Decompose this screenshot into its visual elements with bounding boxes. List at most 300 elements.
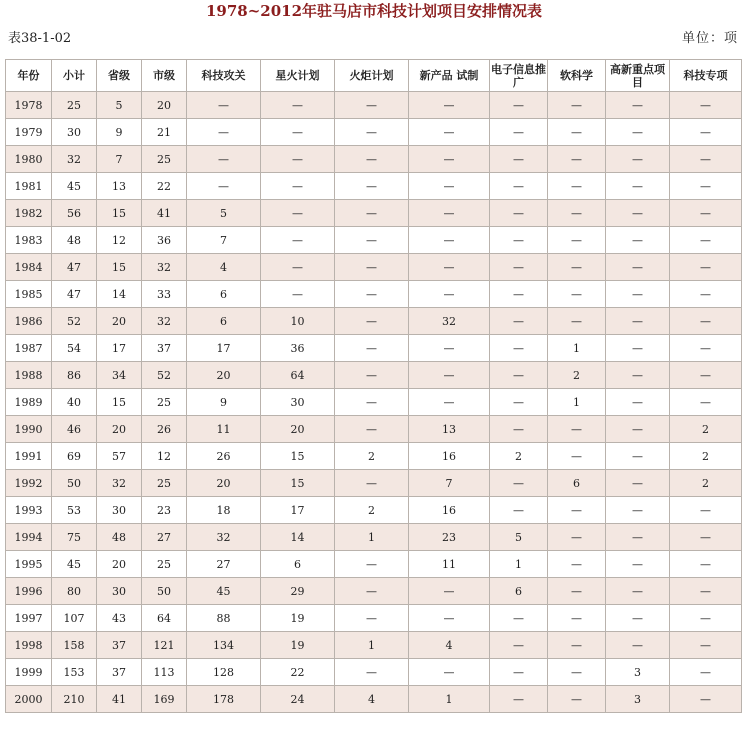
- table-cell: —: [548, 686, 606, 713]
- table-cell: —: [606, 389, 670, 416]
- table-row: [6, 605, 742, 632]
- table-cell: 6: [187, 281, 261, 308]
- table-row: [6, 362, 742, 389]
- table-cell: 50: [142, 578, 187, 605]
- table-cell: 210: [52, 686, 97, 713]
- table-cell: 30: [97, 497, 142, 524]
- year-cell: 1979: [6, 119, 52, 146]
- col-header-new-product: 新产品 试制: [409, 60, 490, 92]
- col-header-soft-science: 软科学: [548, 60, 606, 92]
- table-cell: 107: [52, 605, 97, 632]
- table-cell: —: [187, 119, 261, 146]
- table-cell: 113: [142, 659, 187, 686]
- year-cell: 1988: [6, 362, 52, 389]
- table-cell: 29: [261, 578, 335, 605]
- table-cell: 22: [142, 173, 187, 200]
- table-cell: —: [490, 308, 548, 335]
- table-cell: —: [670, 200, 742, 227]
- table-row: [6, 416, 742, 443]
- table-cell: —: [490, 362, 548, 389]
- table-id: 表38-1-02: [8, 31, 72, 46]
- table-cell: 5: [187, 200, 261, 227]
- col-header-torch-program: 火炬计划: [335, 60, 409, 92]
- table-cell: —: [490, 254, 548, 281]
- table-cell: 20: [97, 308, 142, 335]
- year-cell: 1978: [6, 92, 52, 119]
- table-cell: —: [335, 551, 409, 578]
- table-cell: —: [670, 497, 742, 524]
- table-cell: —: [548, 119, 606, 146]
- table-cell: 1: [409, 686, 490, 713]
- data-table: [5, 59, 742, 713]
- table-cell: 2: [335, 497, 409, 524]
- table-cell: 24: [261, 686, 335, 713]
- table-cell: —: [606, 443, 670, 470]
- table-cell: 27: [187, 551, 261, 578]
- table-cell: 32: [97, 470, 142, 497]
- table-cell: 19: [261, 632, 335, 659]
- table-cell: 178: [187, 686, 261, 713]
- table-cell: 2: [670, 443, 742, 470]
- year-cell: 1997: [6, 605, 52, 632]
- table-cell: 41: [97, 686, 142, 713]
- table-row: [6, 389, 742, 416]
- table-cell: 9: [97, 119, 142, 146]
- table-cell: 32: [187, 524, 261, 551]
- table-cell: —: [670, 308, 742, 335]
- year-cell: 1989: [6, 389, 52, 416]
- table-cell: 6: [490, 578, 548, 605]
- table-cell: 56: [52, 200, 97, 227]
- table-cell: —: [335, 227, 409, 254]
- table-cell: 33: [142, 281, 187, 308]
- table-cell: 43: [97, 605, 142, 632]
- table-cell: 52: [142, 362, 187, 389]
- table-cell: —: [409, 254, 490, 281]
- table-cell: —: [490, 335, 548, 362]
- table-cell: 17: [187, 335, 261, 362]
- table-cell: —: [548, 200, 606, 227]
- table-cell: 134: [187, 632, 261, 659]
- table-cell: 27: [142, 524, 187, 551]
- table-cell: —: [335, 281, 409, 308]
- table-cell: 25: [142, 389, 187, 416]
- table-row: [6, 308, 742, 335]
- year-cell: 1981: [6, 173, 52, 200]
- table-row: [6, 497, 742, 524]
- table-cell: —: [335, 578, 409, 605]
- year-cell: 1982: [6, 200, 52, 227]
- table-cell: 30: [97, 578, 142, 605]
- table-cell: —: [490, 497, 548, 524]
- table-cell: 20: [97, 551, 142, 578]
- table-cell: 36: [261, 335, 335, 362]
- table-cell: 11: [409, 551, 490, 578]
- table-cell: 158: [52, 632, 97, 659]
- table-cell: —: [490, 227, 548, 254]
- table-cell: 75: [52, 524, 97, 551]
- table-cell: —: [409, 389, 490, 416]
- table-cell: 4: [187, 254, 261, 281]
- table-cell: 25: [142, 470, 187, 497]
- table-cell: 26: [187, 443, 261, 470]
- table-cell: —: [670, 227, 742, 254]
- table-cell: —: [670, 578, 742, 605]
- table-cell: 48: [52, 227, 97, 254]
- table-cell: —: [670, 119, 742, 146]
- table-cell: —: [409, 92, 490, 119]
- table-cell: 46: [52, 416, 97, 443]
- table-cell: —: [606, 308, 670, 335]
- table-row: [6, 254, 742, 281]
- col-header-spark-program: 星火计划: [261, 60, 335, 92]
- table-cell: —: [670, 632, 742, 659]
- table-cell: 45: [52, 173, 97, 200]
- table-cell: —: [606, 335, 670, 362]
- table-cell: 20: [261, 416, 335, 443]
- table-row: [6, 686, 742, 713]
- table-cell: 13: [97, 173, 142, 200]
- table-cell: 13: [409, 416, 490, 443]
- year-cell: 1987: [6, 335, 52, 362]
- table-cell: 54: [52, 335, 97, 362]
- table-cell: 16: [409, 497, 490, 524]
- table-cell: —: [606, 254, 670, 281]
- year-cell: 1991: [6, 443, 52, 470]
- col-header-e-info: 电子信息推广: [490, 60, 548, 92]
- table-row: [6, 470, 742, 497]
- table-cell: 169: [142, 686, 187, 713]
- table-cell: 20: [97, 416, 142, 443]
- table-row: [6, 443, 742, 470]
- table-cell: —: [606, 281, 670, 308]
- table-cell: 17: [261, 497, 335, 524]
- year-cell: 2000: [6, 686, 52, 713]
- table-row: [6, 173, 742, 200]
- table-body: [6, 92, 742, 713]
- table-cell: —: [606, 416, 670, 443]
- table-cell: —: [335, 92, 409, 119]
- table-cell: 32: [52, 146, 97, 173]
- table-cell: —: [606, 578, 670, 605]
- table-cell: —: [670, 254, 742, 281]
- table-cell: 64: [142, 605, 187, 632]
- year-cell: 1986: [6, 308, 52, 335]
- table-cell: 5: [490, 524, 548, 551]
- table-cell: 69: [52, 443, 97, 470]
- table-row: [6, 119, 742, 146]
- table-cell: 40: [52, 389, 97, 416]
- table-cell: 1: [490, 551, 548, 578]
- table-cell: 15: [261, 470, 335, 497]
- table-cell: —: [606, 605, 670, 632]
- table-cell: 47: [52, 281, 97, 308]
- table-cell: 26: [142, 416, 187, 443]
- table-cell: 16: [409, 443, 490, 470]
- year-cell: 1984: [6, 254, 52, 281]
- table-cell: —: [670, 524, 742, 551]
- table-cell: —: [335, 470, 409, 497]
- table-cell: —: [261, 146, 335, 173]
- col-header-year: 年份: [6, 60, 52, 92]
- table-cell: —: [490, 605, 548, 632]
- table-cell: 34: [97, 362, 142, 389]
- table-row: [6, 92, 742, 119]
- table-cell: 15: [97, 200, 142, 227]
- table-cell: 15: [261, 443, 335, 470]
- table-cell: —: [409, 659, 490, 686]
- table-cell: 3: [606, 686, 670, 713]
- table-cell: 57: [97, 443, 142, 470]
- table-cell: —: [670, 389, 742, 416]
- table-cell: 6: [187, 308, 261, 335]
- table-cell: —: [490, 389, 548, 416]
- table-cell: —: [490, 632, 548, 659]
- table-row: [6, 632, 742, 659]
- table-cell: 25: [142, 551, 187, 578]
- table-cell: —: [548, 497, 606, 524]
- table-cell: 21: [142, 119, 187, 146]
- table-cell: —: [409, 173, 490, 200]
- table-cell: 30: [261, 389, 335, 416]
- table-cell: 50: [52, 470, 97, 497]
- table-cell: —: [490, 281, 548, 308]
- table-cell: —: [490, 686, 548, 713]
- table-cell: 121: [142, 632, 187, 659]
- table-cell: 4: [335, 686, 409, 713]
- col-header-hightech-key: 高新重点项目: [606, 60, 670, 92]
- table-cell: —: [335, 200, 409, 227]
- table-cell: —: [409, 578, 490, 605]
- table-cell: —: [548, 605, 606, 632]
- table-cell: 25: [52, 92, 97, 119]
- table-cell: —: [335, 173, 409, 200]
- table-cell: 37: [97, 659, 142, 686]
- table-cell: —: [409, 227, 490, 254]
- table-cell: 2: [670, 416, 742, 443]
- year-cell: 1992: [6, 470, 52, 497]
- table-cell: 1: [548, 389, 606, 416]
- table-cell: 7: [97, 146, 142, 173]
- table-cell: —: [670, 659, 742, 686]
- year-cell: 1999: [6, 659, 52, 686]
- table-cell: 22: [261, 659, 335, 686]
- table-cell: —: [490, 659, 548, 686]
- table-cell: —: [548, 551, 606, 578]
- col-header-tech-research: 科技攻关: [187, 60, 261, 92]
- table-cell: 12: [97, 227, 142, 254]
- table-cell: 64: [261, 362, 335, 389]
- table-cell: —: [548, 632, 606, 659]
- table-cell: 17: [97, 335, 142, 362]
- table-cell: —: [335, 605, 409, 632]
- table-cell: 14: [97, 281, 142, 308]
- table-cell: —: [187, 173, 261, 200]
- table-cell: —: [261, 173, 335, 200]
- table-cell: —: [670, 281, 742, 308]
- year-cell: 1996: [6, 578, 52, 605]
- table-cell: —: [548, 416, 606, 443]
- table-cell: —: [335, 308, 409, 335]
- table-row: [6, 335, 742, 362]
- table-cell: 7: [187, 227, 261, 254]
- table-cell: 153: [52, 659, 97, 686]
- table-cell: 20: [187, 362, 261, 389]
- table-cell: —: [548, 173, 606, 200]
- table-cell: —: [606, 146, 670, 173]
- table-cell: —: [261, 92, 335, 119]
- table-cell: 18: [187, 497, 261, 524]
- table-cell: 86: [52, 362, 97, 389]
- table-cell: —: [335, 254, 409, 281]
- table-cell: 1: [335, 524, 409, 551]
- table-cell: 45: [187, 578, 261, 605]
- table-row: [6, 659, 742, 686]
- table-cell: 20: [187, 470, 261, 497]
- table-cell: 6: [548, 470, 606, 497]
- year-cell: 1980: [6, 146, 52, 173]
- table-cell: —: [548, 146, 606, 173]
- table-cell: —: [187, 92, 261, 119]
- table-cell: —: [606, 362, 670, 389]
- year-cell: 1995: [6, 551, 52, 578]
- table-cell: —: [490, 119, 548, 146]
- table-row: [6, 281, 742, 308]
- table-cell: —: [490, 92, 548, 119]
- year-cell: 1983: [6, 227, 52, 254]
- table-cell: 45: [52, 551, 97, 578]
- table-cell: 52: [52, 308, 97, 335]
- table-cell: 48: [97, 524, 142, 551]
- table-cell: —: [670, 146, 742, 173]
- table-cell: —: [261, 200, 335, 227]
- table-cell: 14: [261, 524, 335, 551]
- table-row: [6, 524, 742, 551]
- table-cell: 15: [97, 389, 142, 416]
- table-cell: 5: [97, 92, 142, 119]
- table-cell: —: [548, 578, 606, 605]
- table-cell: 32: [142, 254, 187, 281]
- col-header-subtotal: 小计: [52, 60, 97, 92]
- table-cell: —: [548, 92, 606, 119]
- table-cell: —: [548, 524, 606, 551]
- table-cell: 3: [606, 659, 670, 686]
- table-cell: —: [335, 389, 409, 416]
- table-cell: —: [606, 92, 670, 119]
- table-cell: 37: [97, 632, 142, 659]
- table-cell: —: [670, 605, 742, 632]
- table-cell: 80: [52, 578, 97, 605]
- table-cell: —: [261, 281, 335, 308]
- table-cell: —: [261, 227, 335, 254]
- unit-label: 单位：项: [681, 31, 738, 46]
- table-cell: 23: [409, 524, 490, 551]
- col-header-municipal: 市级: [142, 60, 187, 92]
- header-row: [6, 60, 742, 92]
- table-cell: —: [670, 551, 742, 578]
- table-cell: —: [606, 551, 670, 578]
- table-cell: —: [490, 200, 548, 227]
- col-header-provincial: 省级: [97, 60, 142, 92]
- table-cell: —: [261, 119, 335, 146]
- table-cell: 53: [52, 497, 97, 524]
- table-cell: —: [548, 281, 606, 308]
- table-cell: 37: [142, 335, 187, 362]
- table-cell: —: [670, 335, 742, 362]
- table-cell: —: [335, 659, 409, 686]
- table-cell: 9: [187, 389, 261, 416]
- page-title: 1978~2012年驻马店市科技计划项目安排情况表: [205, 2, 543, 20]
- table-cell: —: [409, 605, 490, 632]
- table-row: [6, 200, 742, 227]
- table-cell: —: [409, 119, 490, 146]
- table-cell: —: [606, 470, 670, 497]
- table-row: [6, 551, 742, 578]
- table-cell: 32: [142, 308, 187, 335]
- table-cell: 41: [142, 200, 187, 227]
- table-cell: —: [490, 470, 548, 497]
- table-cell: —: [606, 119, 670, 146]
- table-row: [6, 227, 742, 254]
- table-cell: —: [606, 173, 670, 200]
- table-cell: —: [548, 443, 606, 470]
- table-cell: —: [490, 146, 548, 173]
- table-cell: 2: [335, 443, 409, 470]
- table-cell: —: [606, 200, 670, 227]
- year-cell: 1985: [6, 281, 52, 308]
- table-cell: —: [670, 92, 742, 119]
- table-cell: —: [409, 281, 490, 308]
- table-cell: 2: [490, 443, 548, 470]
- col-header-special: 科技专项: [670, 60, 742, 92]
- table-cell: 23: [142, 497, 187, 524]
- table-cell: —: [548, 227, 606, 254]
- table-cell: 128: [187, 659, 261, 686]
- table-cell: —: [187, 146, 261, 173]
- table-cell: 15: [97, 254, 142, 281]
- table-cell: 2: [548, 362, 606, 389]
- table-cell: —: [335, 146, 409, 173]
- table-row: [6, 578, 742, 605]
- table-cell: 2: [670, 470, 742, 497]
- table-cell: —: [335, 362, 409, 389]
- year-cell: 1990: [6, 416, 52, 443]
- table-cell: —: [670, 686, 742, 713]
- year-cell: 1994: [6, 524, 52, 551]
- table-cell: —: [548, 254, 606, 281]
- table-cell: 1: [335, 632, 409, 659]
- table-cell: 88: [187, 605, 261, 632]
- table-cell: —: [261, 254, 335, 281]
- table-cell: —: [670, 362, 742, 389]
- table-row: [6, 146, 742, 173]
- table-cell: —: [606, 632, 670, 659]
- table-cell: 25: [142, 146, 187, 173]
- table-cell: 30: [52, 119, 97, 146]
- table-cell: 11: [187, 416, 261, 443]
- table-cell: 10: [261, 308, 335, 335]
- table-cell: 19: [261, 605, 335, 632]
- table-cell: —: [409, 335, 490, 362]
- table-cell: —: [490, 416, 548, 443]
- table-cell: —: [335, 335, 409, 362]
- table-cell: 4: [409, 632, 490, 659]
- table-cell: —: [548, 308, 606, 335]
- table-cell: —: [409, 146, 490, 173]
- table-cell: —: [670, 173, 742, 200]
- table-cell: —: [606, 227, 670, 254]
- table-cell: —: [548, 659, 606, 686]
